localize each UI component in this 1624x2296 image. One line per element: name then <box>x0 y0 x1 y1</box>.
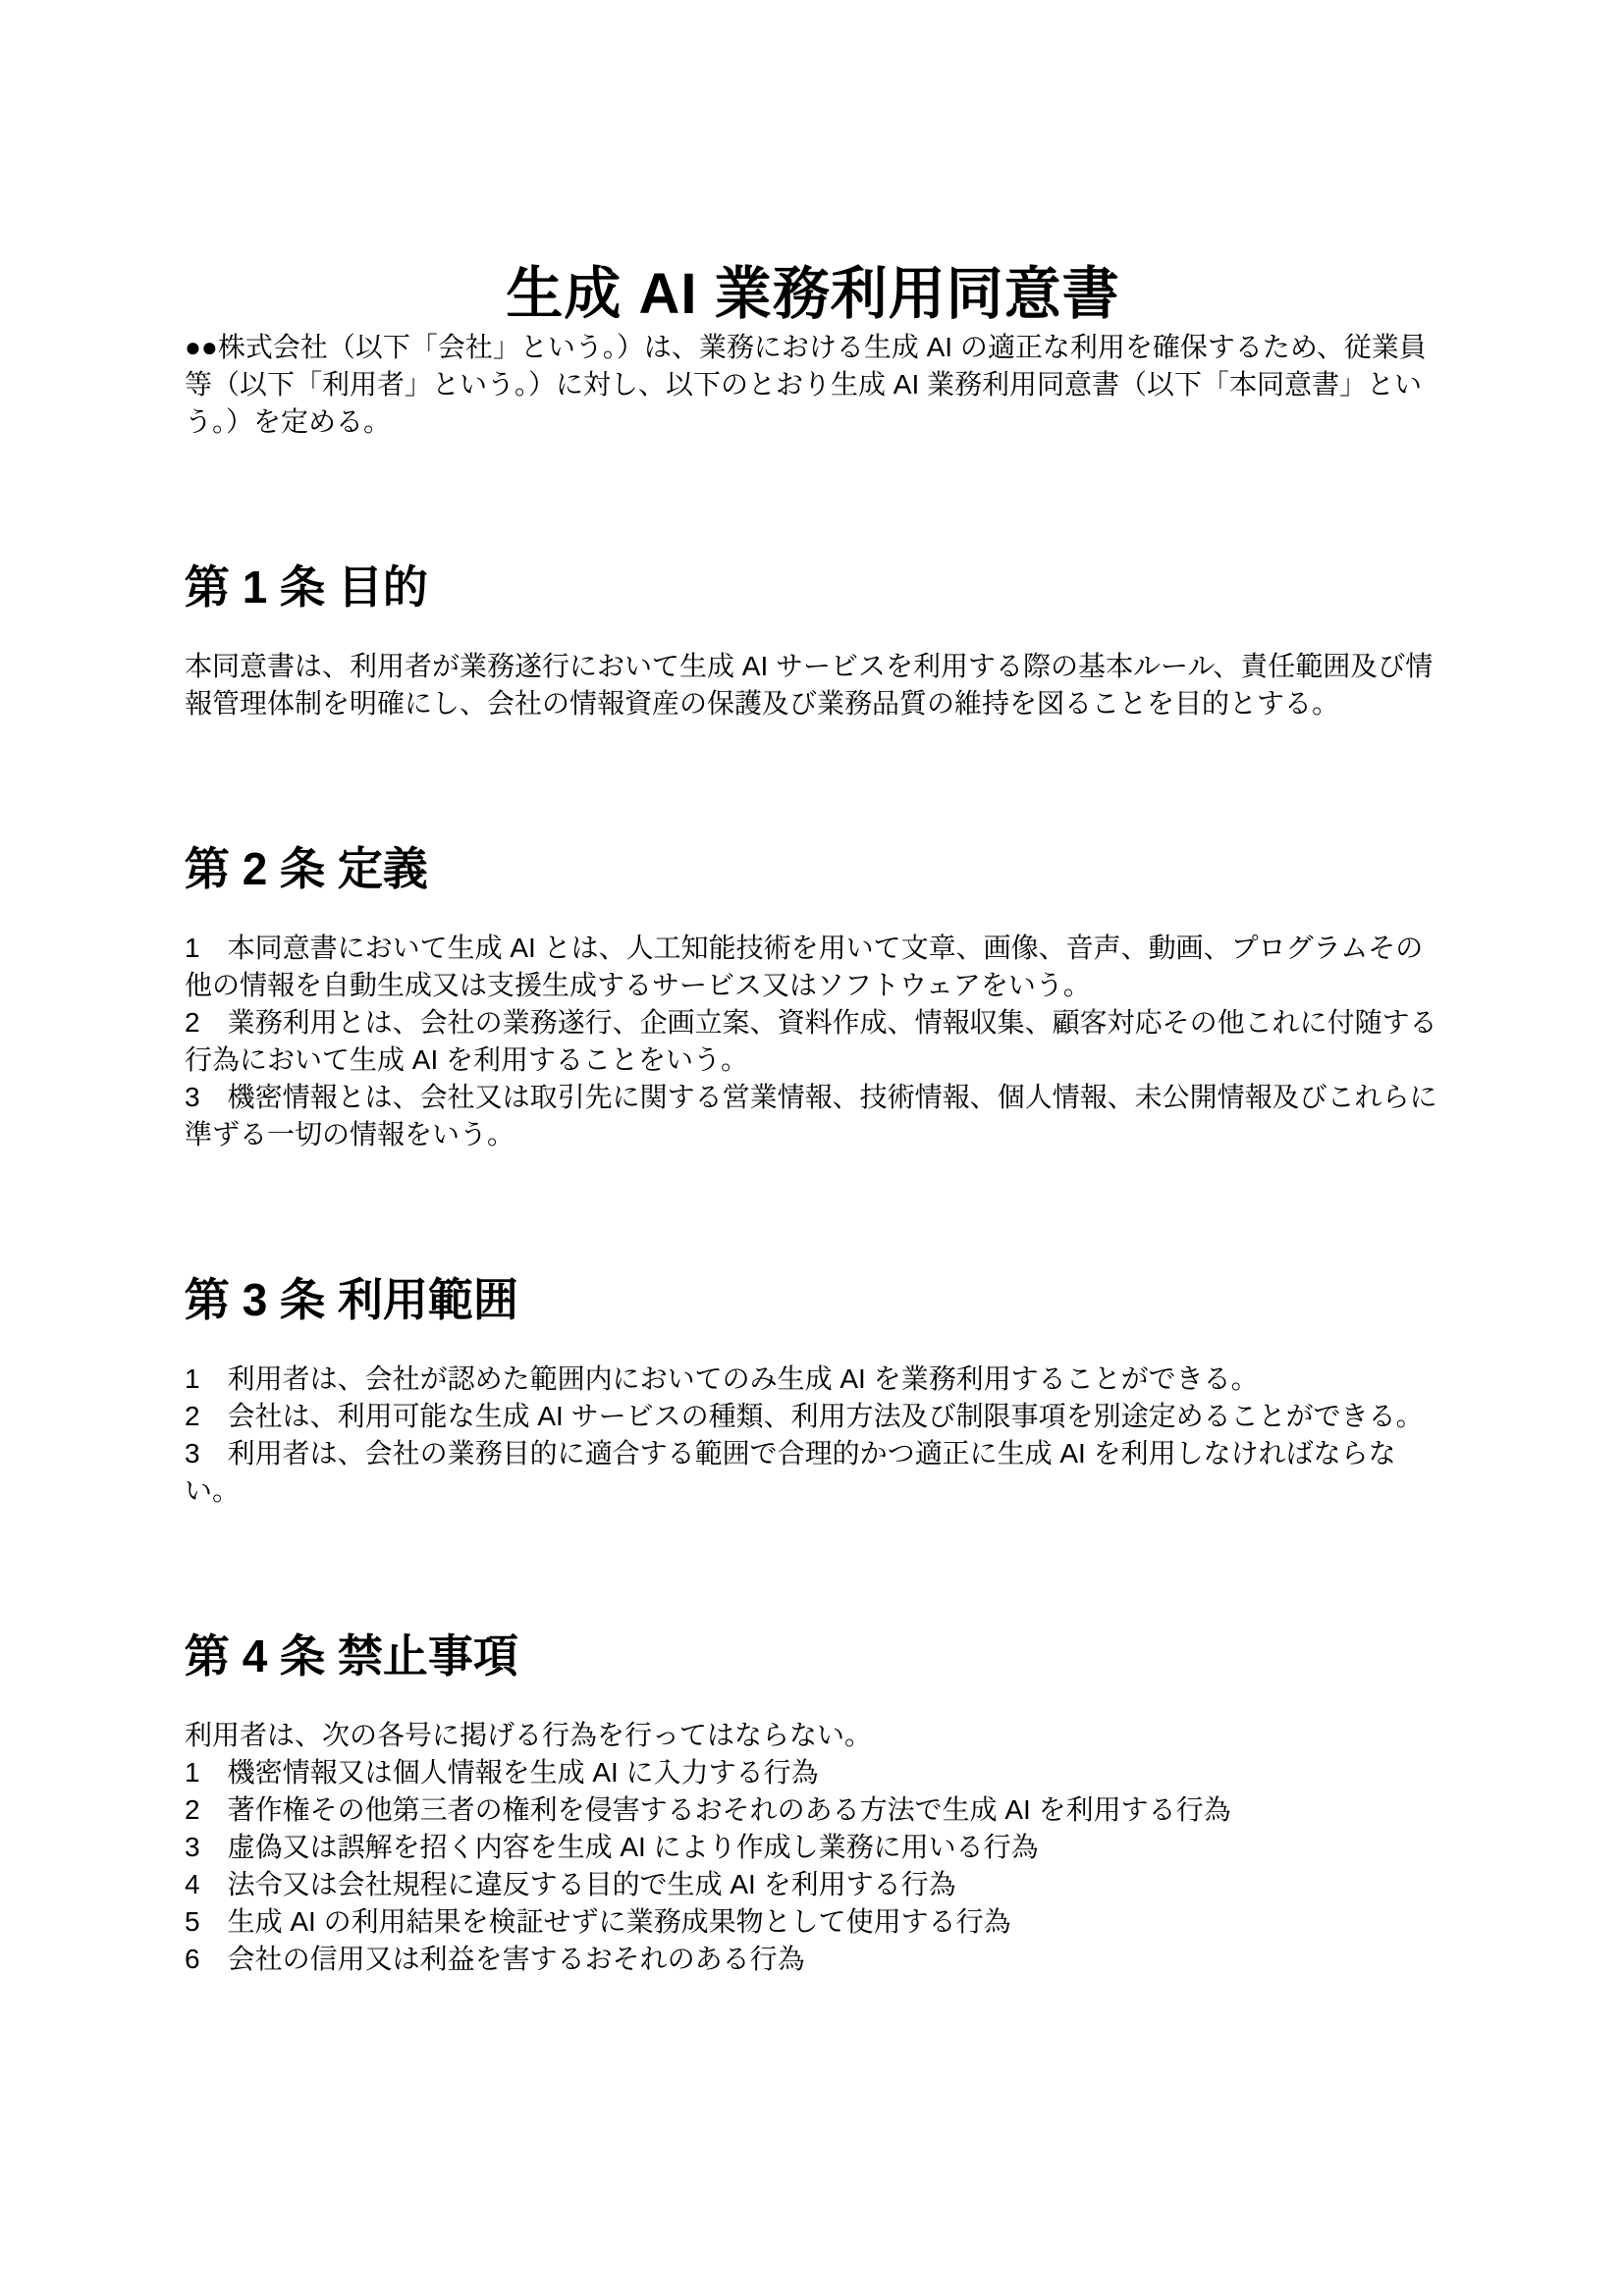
article-2-paragraph-2: 2 業務利用とは、会社の業務遂行、企画立案、資料作成、情報収集、顧客対応その他これに付随する行為において生成 AI を利用することをいう。 <box>185 1006 1437 1075</box>
intro-paragraph: ●●株式会社（以下「会社」という。）は、業務における生成 AI の適正な利用を確保するため、従業員等（以下「利用者」という。）に対し、以下のとおり生成 AI 業務利用同意書（以下「本同意書」という。）を定める。 <box>185 331 1427 437</box>
article-4-item-2: 2 著作権その他第三者の権利を侵害するおそれのある方法で生成 AI を利用する行為 <box>185 1794 1231 1826</box>
article-1-heading: 第 1 条 目的 <box>185 561 428 613</box>
section-article-3 <box>185 1273 1441 1510</box>
article-2-paragraph-3: 3 機密情報とは、会社又は取引先に関する営業情報、技術情報、個人情報、未公開情報及びこれらに準ずる一切の情報をいう。 <box>185 1081 1437 1149</box>
section-article-1 <box>185 561 1441 722</box>
section-article-2 <box>185 842 1441 1153</box>
article-4-lead-paragraph: 利用者は、次の各号に掲げる行為を行ってはならない。 <box>185 1720 873 1751</box>
article-2-paragraph-1: 1 本同意書において生成 AI とは、人工知能技術を用いて文章、画像、音声、動画、プログラムその他の情報を自動生成又は支援生成するサービス又はソフトウェアをいう。 <box>185 932 1424 1000</box>
section-article-4 <box>185 1629 1441 1978</box>
article-4-item-1: 1 機密情報又は個人情報を生成 AI に入力する行為 <box>185 1757 819 1789</box>
article-2-heading: 第 2 条 定義 <box>185 842 428 894</box>
article-4-item-3: 3 虚偽又は誤解を招く内容を生成 AI により作成し業務に用いる行為 <box>185 1832 1039 1863</box>
article-3-paragraph-1: 1 利用者は、会社が認めた範囲内においてのみ生成 AI を業務利用することができる。 <box>185 1363 1259 1395</box>
article-3-paragraph-2: 2 会社は、利用可能な生成 AI サービスの種類、利用方法及び制限事項を別途定めることができる。 <box>185 1401 1424 1432</box>
article-4-item-5: 5 生成 AI の利用結果を検証せずに業務成果物として使用する行為 <box>185 1906 1011 1938</box>
article-4-heading: 第 4 条 禁止事項 <box>185 1630 518 1682</box>
article-4-item-6: 6 会社の信用又は利益を害するおそれのある行為 <box>185 1944 805 1975</box>
article-1-paragraph-1: 本同意書は、利用者が業務遂行において生成 AI サービスを利用する際の基本ルール、責任範囲及び情報管理体制を明確にし、会社の情報資産の保護及び業務品質の維持を図ることを目的とする。 <box>185 650 1434 719</box>
article-4-item-4: 4 法令又は会社規程に違反する目的で生成 AI を利用する行為 <box>185 1869 956 1900</box>
document-title: 生成 AI 業務利用同意書 <box>506 262 1120 326</box>
article-3-heading: 第 3 条 利用範囲 <box>185 1273 518 1325</box>
article-3-paragraph-3: 3 利用者は、会社の業務目的に適合する範囲で合理的かつ適正に生成 AI を利用しなければならない。 <box>185 1438 1396 1507</box>
